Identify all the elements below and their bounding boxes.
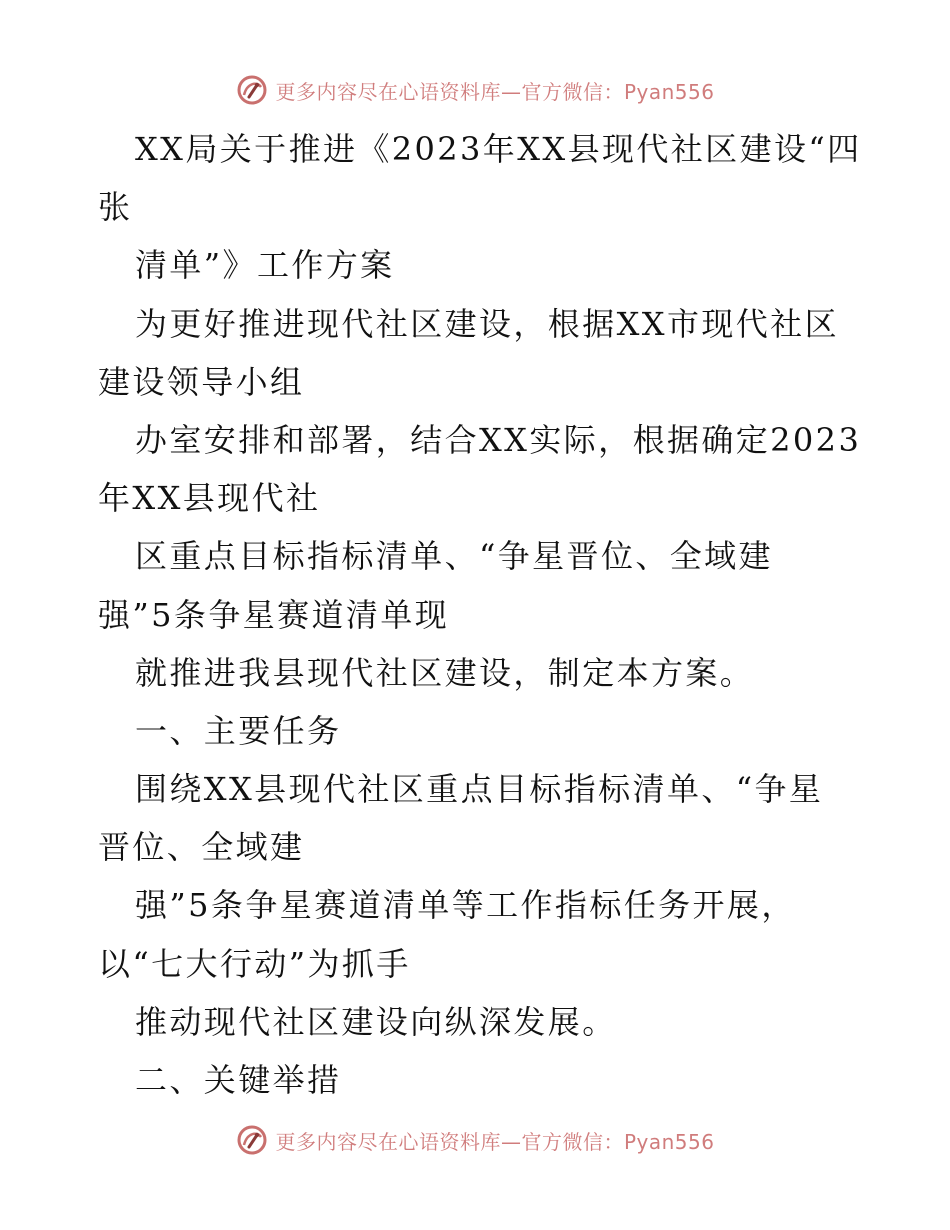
text-line: 一、主要任务 xyxy=(135,711,342,750)
text-line: 强”5条争星赛道清单现 xyxy=(98,595,450,634)
text-line: 二、关键举措 xyxy=(135,1061,342,1099)
text-line: 年XX县现代社 xyxy=(98,479,321,518)
text-line: 以“七大行动”为抓手 xyxy=(98,944,411,983)
text-line: 为更好推进现代社区建设，根据XX市现代社区 xyxy=(135,304,839,343)
text-line: 围绕XX县现代社区重点目标指标清单、“争星 xyxy=(135,770,824,809)
swirl-logo-icon xyxy=(235,1123,269,1157)
text-line: 晋位、全域建 xyxy=(98,828,305,867)
text-line: 建设领导小组 xyxy=(98,362,305,401)
banner-text: 更多内容尽在心语资料库—官方微信：Pyan556 xyxy=(275,79,715,104)
text-line: 强”5条争星赛道清单等工作指标任务开展， xyxy=(135,886,796,925)
text-line: 就推进我县现代社区建设，制定本方案。 xyxy=(135,653,755,692)
text-line: 办室安排和部署，结合XX实际，根据确定2023 xyxy=(135,420,862,459)
text-line: 区重点目标指标清单、“争星晋位、全域建 xyxy=(135,537,773,576)
text-line: 张 xyxy=(98,188,133,227)
footer-banner xyxy=(0,1120,950,1160)
document-body xyxy=(98,120,862,1109)
text-line: XX局关于推进《2023年XX县现代社区建设“四 xyxy=(135,130,862,168)
text-line: 推动现代社区建设向纵深发展。 xyxy=(135,1002,617,1041)
swirl-logo-icon xyxy=(235,73,269,107)
banner-text: 更多内容尽在心语资料库—官方微信：Pyan556 xyxy=(275,1129,715,1154)
text-line: 清单”》工作方案 xyxy=(135,246,395,285)
header-banner xyxy=(0,70,950,110)
